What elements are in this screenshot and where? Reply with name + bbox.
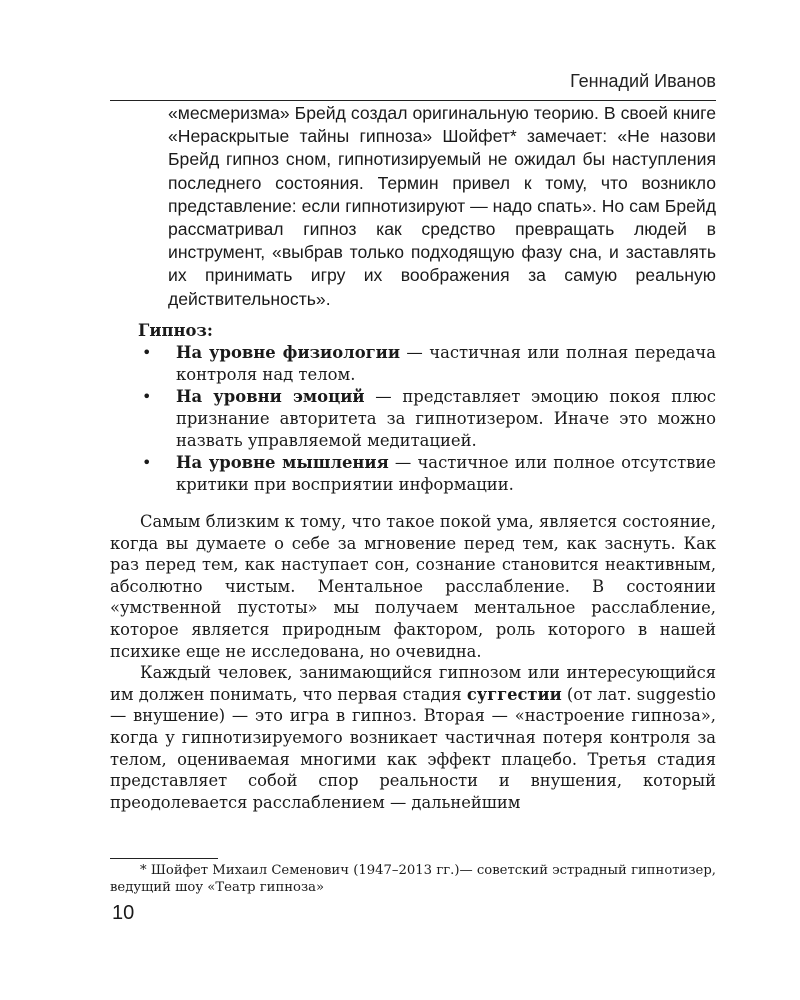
list-item xyxy=(138,452,716,496)
bullet-icon: • xyxy=(142,387,152,406)
body-paragraph-2-rest: (от лат. suggestio — внушение) — это игра в гипноз. Вторая — «настроение гипноза», когда у гипнотизируемого возникает частичная потеря контроля за телом, оцениваемая многими как эффект плацебо. Третья стадия представляет собой спор реальности и внушения, который преодолевается расслаблением — дальнейшим xyxy=(110,684,716,812)
footnote-divider xyxy=(110,858,218,859)
body-text xyxy=(110,511,716,813)
quote-block xyxy=(168,102,716,311)
page-number: 10 xyxy=(112,902,135,924)
list-item-text: — частичная или полная передача контроля над телом. xyxy=(176,343,716,384)
bullet-icon: • xyxy=(142,343,152,362)
body-paragraph-1: Самым близким к тому, что такое покой ума, является состояние, когда вы думаете о себе за мгновение перед тем, как заснуть. Как раз перед тем, как наступает сон, сознание становится неактивным, абсолютно чистым. Ментальное расслабление. В состоянии «умственной пустоты» мы получаем ментальное расслабление, которое является природным фактором, роль которого в нашей психике еще не исследована, но очевидна. xyxy=(110,512,716,661)
hypnosis-section xyxy=(138,320,716,496)
hypnosis-list xyxy=(138,342,716,496)
bullet-icon: • xyxy=(142,453,152,472)
list-item-term: На уровни эмоций xyxy=(176,387,365,406)
body-paragraph-2-start: Каждый человек, занимающийся гипнозом или интересующийся им должен понимать, что первая стадия xyxy=(110,663,716,704)
running-header xyxy=(110,62,716,101)
header-author: Геннадий Иванов xyxy=(570,71,716,91)
list-item-term: На уровне мышления xyxy=(176,453,389,472)
list-item-term: На уровне физиологии xyxy=(176,343,400,362)
list-item xyxy=(138,342,716,386)
quote-paragraph: «месмеризма» Брейд создал оригинальную теорию. В своей книге «Нераскрытые тайны гипноза» Шойфет* замечает: «Не назови Брейд гипноз сном, гипнотизируемый не ожидал бы наступления последнего состояния. Термин привел к тому, что возникло представление: если гипнотизируют — надо спать». Но сам Брейд рассматривал гипноз как средство превращать людей в инструмент, «выбрав только подходящую фазу сна, и заставлять их принимать игру их воображения за самую реальную действительность». xyxy=(168,103,716,309)
list-item-text: — представляет эмоцию покоя плюс признание авторитета за гипнотизером. Иначе это можно назвать управляемой медитацией. xyxy=(176,387,716,450)
footnote xyxy=(110,862,716,896)
footnote-text: * Шойфет Михаил Семенович (1947–2013 гг.)— советский эстрадный гипнотизер, ведущий шоу «Театр гипноза» xyxy=(110,863,716,895)
list-item xyxy=(138,386,716,452)
hypnosis-title: Гипноз: xyxy=(138,321,213,340)
list-item-text: — частичное или полное отсутствие критики при восприятии информации. xyxy=(176,453,717,494)
body-paragraph-2 xyxy=(110,662,716,813)
body-paragraph-2-term: суггестии xyxy=(466,684,562,704)
